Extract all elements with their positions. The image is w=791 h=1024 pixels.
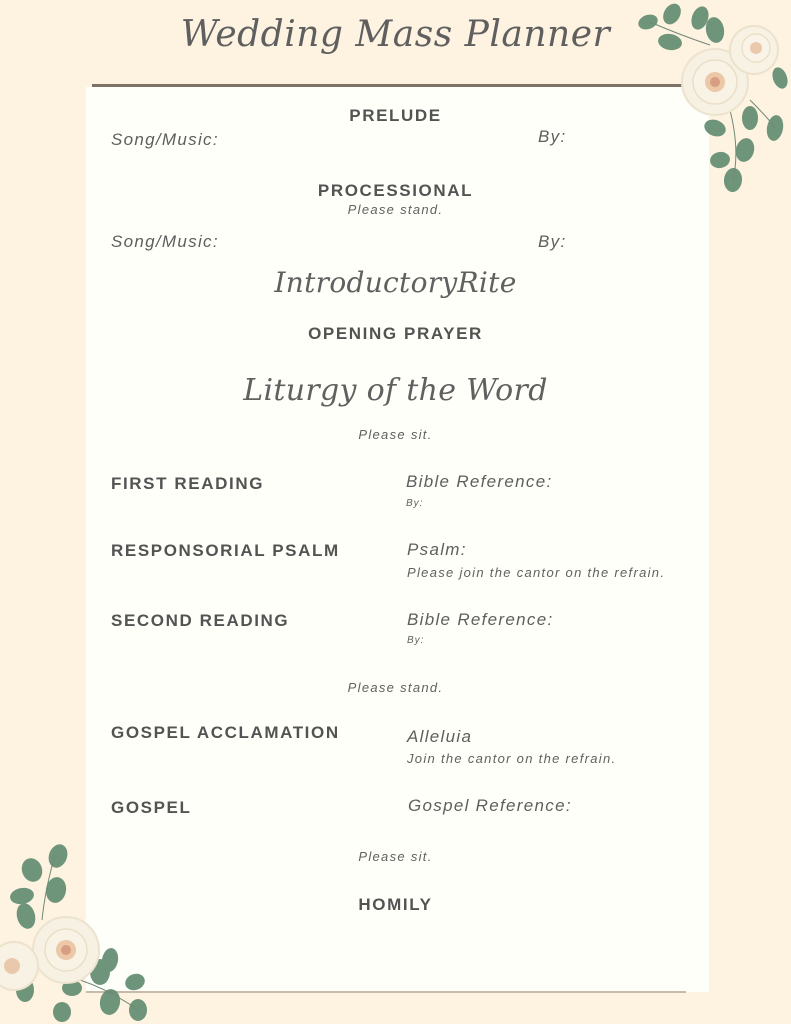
gospel-reference-label: Gospel Reference: xyxy=(408,796,572,815)
prelude-song-label: Song/Music: xyxy=(111,130,219,149)
page-title: Wedding Mass Planner xyxy=(180,14,611,55)
responsorial-psalm-heading: RESPONSORIAL PSALM xyxy=(111,541,340,560)
rose-bouquet-top-right-icon xyxy=(630,0,791,200)
first-reading-by-label: By: xyxy=(406,498,424,509)
second-reading-bible-reference-label: Bible Reference: xyxy=(407,610,554,629)
first-reading-heading: FIRST READING xyxy=(111,474,265,493)
bottom-divider xyxy=(86,991,686,993)
homily-heading: HOMILY xyxy=(358,895,433,914)
second-reading-by-label: By: xyxy=(407,635,425,646)
gospel-heading: GOSPEL xyxy=(111,798,192,817)
alleluia-label: Alleluia xyxy=(407,727,473,746)
prelude-heading: PRELUDE xyxy=(349,106,442,125)
please-sit-instruction-2: Please sit. xyxy=(358,849,433,864)
please-sit-instruction: Please sit. xyxy=(358,427,433,442)
psalm-label: Psalm: xyxy=(407,540,467,559)
gospel-acclamation-instruction: Join the cantor on the refrain. xyxy=(407,751,617,766)
processional-by-label: By: xyxy=(538,232,567,251)
prelude-by-label: By: xyxy=(538,127,567,146)
processional-instruction: Please stand. xyxy=(347,202,444,217)
first-reading-bible-reference-label: Bible Reference: xyxy=(406,472,553,491)
opening-prayer-heading: OPENING PRAYER xyxy=(308,324,483,343)
processional-heading: PROCESSIONAL xyxy=(317,181,474,200)
gospel-acclamation-heading: GOSPEL ACCLAMATION xyxy=(111,723,340,742)
psalm-instruction: Please join the cantor on the refrain. xyxy=(407,565,666,580)
second-reading-heading: SECOND READING xyxy=(111,611,290,630)
top-divider xyxy=(92,84,682,87)
introductory-rite-title: IntroductoryRite xyxy=(274,266,517,299)
liturgy-of-the-word-title: Liturgy of the Word xyxy=(243,373,548,408)
processional-song-label: Song/Music: xyxy=(111,232,219,251)
rose-bouquet-bottom-left-icon xyxy=(0,840,160,1024)
please-stand-instruction: Please stand. xyxy=(347,680,444,695)
